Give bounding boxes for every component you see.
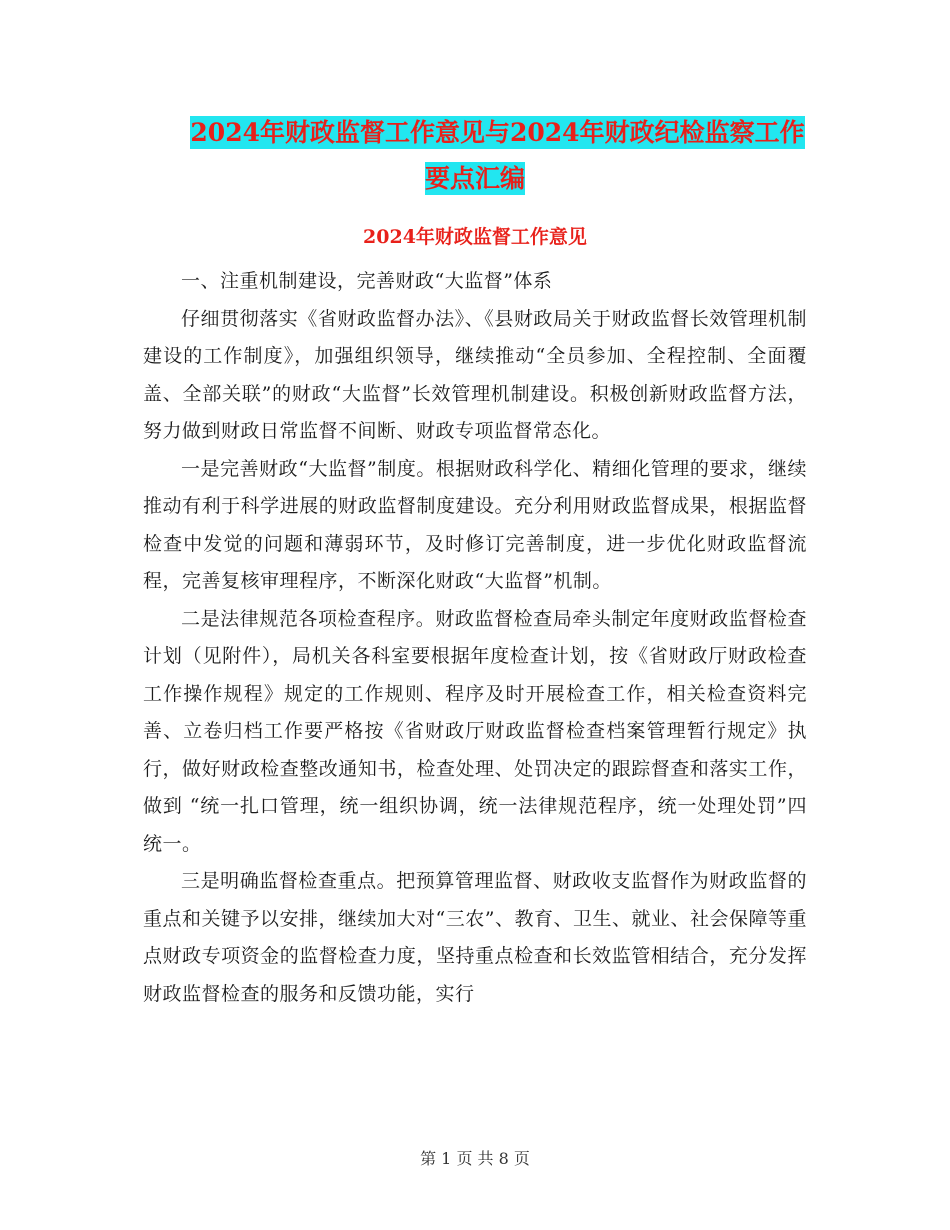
paragraph: 仔细贯彻落实《省财政监督办法》、《县财政局关于财政监督长效管理机制建设的工作制度》，加强组织领导，继续推动“全员参加、全程控制、全面覆盖、全部关联”的财政“大监督”长效管理机制建设。积极创新财政监督方法，努力做到财政日常监督不间断、财政专项监督常态化。 — [143, 307, 807, 442]
page-number-footer: 第 1 页 共 8 页 — [420, 1149, 530, 1168]
document-title-line2: 要点汇编 — [424, 164, 525, 193]
paragraph: 一是完善财政“大监督”制度。根据财政科学化、精细化管理的要求，继续推动有利于科学进展的财政监督制度建设。充分利用财政监督成果，根据监督检查中发觉的问题和薄弱环节，及时修订完善制度，进一步优化财政监督流程，完善复核审理程序，不断深化财政“大监督”机制。 — [143, 457, 807, 592]
document-title-line1: 2024年财政监督工作意见与2024年财政纪检监察工作 — [190, 118, 805, 147]
body-text — [143, 263, 807, 1013]
paragraph: 二是法律规范各项检查程序。财政监督检查局牵头制定年度财政监督检查计划（见附件），局机关各科室要根据年度检查计划，按《省财政厅财政检查工作操作规程》规定的工作规则、程序及时开展检查工作，相关检查资料完善、立卷归档工作要严格按《省财政厅财政监督检查档案管理暂行规定》执行，做好财政检查整改通知书，检查处理、处罚决定的跟踪督查和落实工作，做到 “统一扎口管理，统一组织协调，统一法律规范程序，统一处理处罚”四统一。 — [143, 607, 807, 855]
document-title — [0, 110, 950, 202]
section-title: 2024年财政监督工作意见 — [363, 226, 587, 248]
paragraph-heading: 一、注重机制建设，完善财政“大监督”体系 — [181, 270, 553, 292]
paragraph: 三是明确监督检查重点。把预算管理监督、财政收支监督作为财政监督的重点和关键予以安排，继续加大对“三农”、教育、卫生、就业、社会保障等重点财政专项资金的监督检查力度，坚持重点检查和长效监管相结合，充分发挥财政监督检查的服务和反馈功能，实行 — [143, 870, 807, 1005]
